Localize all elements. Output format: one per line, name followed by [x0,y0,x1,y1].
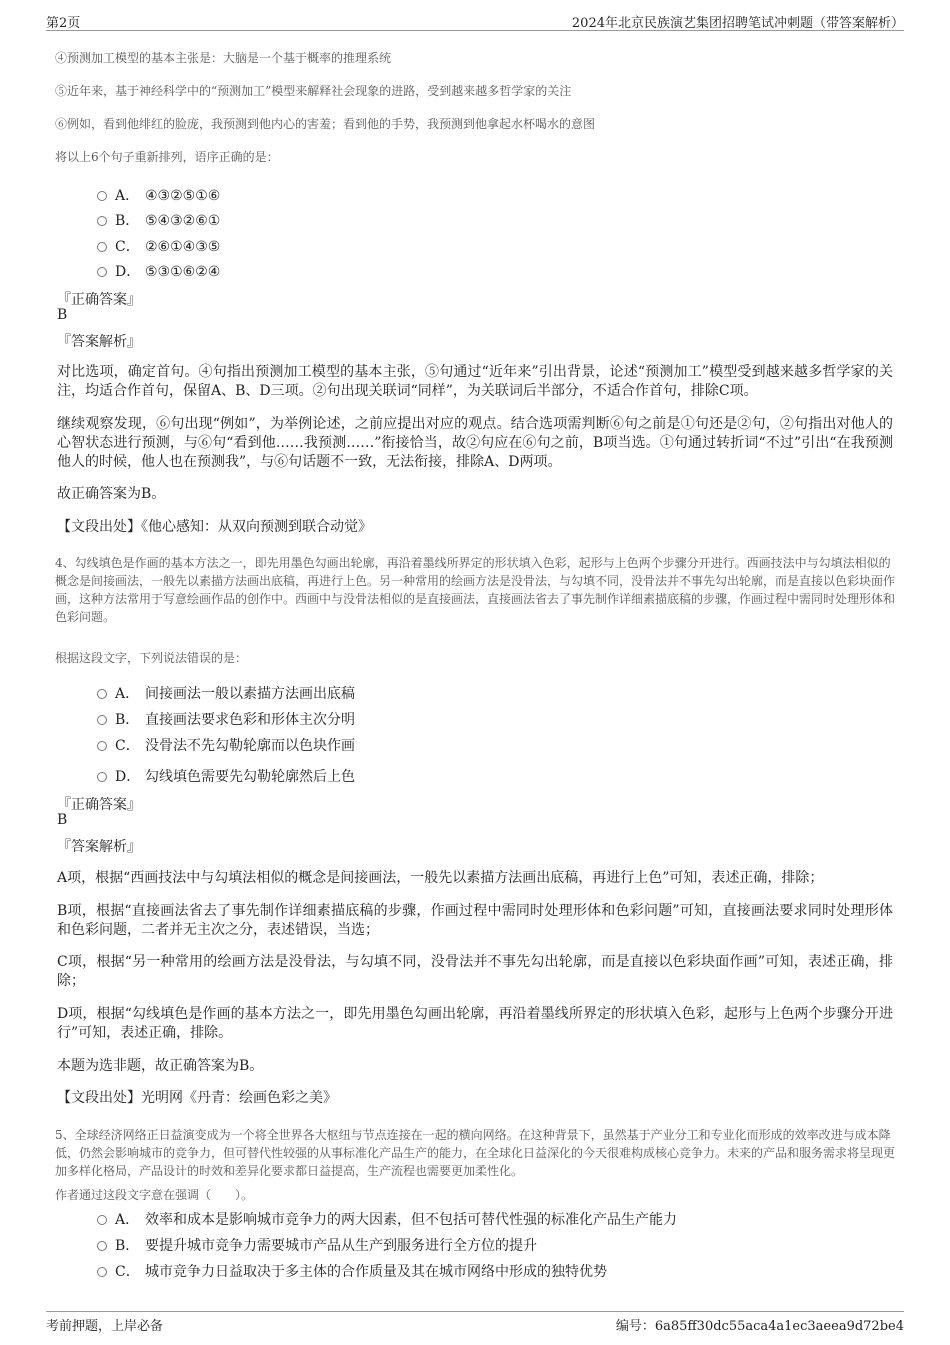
document-title: 2024年北京民族演艺集团招聘笔试冲刺题（带答案解析） [571,16,904,31]
analysis-label: 『答案解析』 [57,334,141,350]
page-header [46,10,904,31]
option-text: ⑤③①⑥②④ [145,264,221,280]
question-prompt: 作者通过这段文字意在强调（ ）。 [55,1188,254,1202]
option-b[interactable] [97,1235,537,1255]
analysis-label: 『答案解析』 [57,839,141,855]
answer-label: 『正确答案』 [57,292,141,308]
option-letter: C． [115,1264,140,1280]
radio-icon[interactable] [97,242,107,252]
sentence-6: ⑥例如，看到他绯红的脸庞，我预测到他内心的害羞；看到他的手势，我预测到他拿起水杯喝水的意图 [55,117,596,131]
page-footer [46,1311,904,1332]
radio-icon[interactable] [97,1215,107,1225]
radio-icon[interactable] [97,715,107,725]
option-a[interactable] [97,683,355,703]
option-c[interactable] [97,236,220,256]
analysis-paragraph: B项，根据“直接画法省去了事先制作详细素描底稿的步骤，作画过程中需同时处理形体和色彩问题”可知，直接画法要求同时处理形体和色彩问题，二者并无主次之分，表述错误，当选； [57,903,893,938]
option-a[interactable] [97,1209,677,1229]
correct-answer: B [57,812,68,828]
option-text: ④③②⑤①⑥ [145,188,221,204]
answer-label: 『正确答案』 [57,797,141,813]
radio-icon[interactable] [97,741,107,751]
source-citation: 【文段出处】《他心感知：从双向预测到联合动觉》 [57,519,372,535]
option-c[interactable] [97,735,355,755]
option-letter: D． [115,264,141,280]
radio-icon[interactable] [97,689,107,699]
option-text: 城市竞争力日益取决于多主体的合作质量及其在城市网络中形成的独特优势 [145,1264,607,1280]
option-text: 没骨法不先勾勒轮廓而以色块作画 [145,738,355,754]
option-b[interactable] [97,210,220,230]
option-text: 要提升城市竞争力需要城市产品从生产到服务进行全方位的提升 [145,1238,537,1254]
sentence-4: ④预测加工模型的基本主张是：大脑是一个基于概率的推理系统 [55,51,392,65]
option-letter: A． [115,1212,140,1228]
option-d[interactable] [97,766,355,786]
option-c[interactable] [97,1261,607,1281]
radio-icon[interactable] [97,191,107,201]
radio-icon[interactable] [97,772,107,782]
question-passage: 5、全球经济网络正日益演变成为一个将全世界各大枢纽与节点连接在一起的横向网络。在这种背景下，虽然基于产业分工和专业化而形成的效率改进与成本降低，仍然会影响城市的竞争力，但可替代性较强的从事标准化产品生产的能力，在全球化日益深化的今天很难构成核心竞争力。未来的产品和服务需求将呈现更加多样化格局，产品设计的时效和差异化要求都日益提高，生产流程也需要更加柔性化。 [55,1128,896,1178]
option-text: 勾线填色需要先勾勒轮廓然后上色 [145,769,355,785]
option-text: ②⑥①④③⑤ [145,239,221,255]
correct-answer: B [57,307,68,323]
page-number: 第2页 [46,16,81,31]
option-letter: B． [115,712,140,728]
question-prompt: 根据这段文字，下列说法错误的是： [55,651,248,665]
radio-icon[interactable] [97,1241,107,1251]
document-code: 编号：6a85ff30dc55aca4a1ec3aeea9d72be4 [615,1319,904,1334]
option-letter: C． [115,239,140,255]
analysis-paragraph: D项，根据“勾线填色是作画的基本方法之一，即先用墨色勾画出轮廓，再沿着墨线所界定的形状填入色彩，起形与上色两个步骤分开进行”可知，表述正确，排除。 [57,1006,893,1041]
question-prompt: 将以上6个句子重新排列，语序正确的是： [55,150,279,164]
option-a[interactable] [97,185,220,205]
option-letter: D． [115,769,141,785]
option-letter: A． [115,686,140,702]
analysis-paragraph: 对比选项，确定首句。④句指出预测加工模型的基本主张，⑤句通过“近年来”引出背景，论述“预测加工”模型受到越来越多哲学家的关注，均适合作首句，保留A、B、D三项。②句出现关联词“同样”，为关联词后半部分，不适合作首句，排除C项。 [57,364,893,399]
analysis-paragraph: A项，根据“西画技法中与勾填法相似的概念是间接画法，一般先以素描方法画出底稿，再进行上色”可知，表述正确，排除； [57,870,824,886]
option-text: 间接画法一般以素描方法画出底稿 [145,686,355,702]
option-d[interactable] [97,261,220,281]
analysis-paragraph: 本题为选非题，故正确答案为B。 [57,1058,264,1074]
radio-icon[interactable] [97,216,107,226]
radio-icon[interactable] [97,267,107,277]
option-letter: C． [115,738,140,754]
analysis-paragraph: 继续观察发现，⑥句出现“例如”，为举例论述，之前应提出对应的观点。结合选项需判断⑥句之前是①句还是②句，②句指出对他人的心智状态进行预测，与⑥句“看到他……我预测……”衔接恰当，故②句应在⑥句之前，B项当选。①句通过转折词“不过”引出“在我预测他人的时候，他人也在预测我”，与⑥句话题不一致，无法衔接，排除A、D两项。 [57,416,893,470]
question-passage: 4、勾线填色是作画的基本方法之一，即先用墨色勾画出轮廓，再沿着墨线所界定的形状填入色彩，起形与上色两个步骤分开进行。西画技法中与勾填法相似的概念是间接画法，一般先以素描方法画出底稿，再进行上色。另一种常用的绘画方法是没骨法，与勾填不同，没骨法并不事先勾出轮廓，而是直接以色彩块面作画，这种方法常用于写意绘画作品的创作中。西画中与没骨法相似的是直接画法，直接画法省去了事先制作详细素描底稿的步骤，作画过程中需同时处理形体和色彩问题。 [55,556,896,624]
footer-slogan: 考前押题，上岸必备 [46,1319,164,1334]
analysis-paragraph: 故正确答案为B。 [57,486,166,502]
source-citation: 【文段出处】光明网《丹青：绘画色彩之美》 [57,1090,337,1106]
option-text: 效率和成本是影响城市竞争力的两大因素，但不包括可替代性强的标准化产品生产能力 [145,1212,677,1228]
option-letter: B． [115,213,140,229]
radio-icon[interactable] [97,1267,107,1277]
option-text: ⑤④③②⑥① [145,213,221,229]
option-letter: B． [115,1238,140,1254]
analysis-paragraph: C项，根据“另一种常用的绘画方法是没骨法，与勾填不同，没骨法并不事先勾出轮廓，而是直接以色彩块面作画”可知，表述正确，排除； [57,954,893,989]
option-letter: A． [115,188,140,204]
sentence-5: ⑤近年来，基于神经科学中的“预测加工”模型来解释社会现象的进路，受到越来越多哲学家的关注 [55,84,572,98]
option-text: 直接画法要求色彩和形体主次分明 [145,712,355,728]
option-b[interactable] [97,709,355,729]
